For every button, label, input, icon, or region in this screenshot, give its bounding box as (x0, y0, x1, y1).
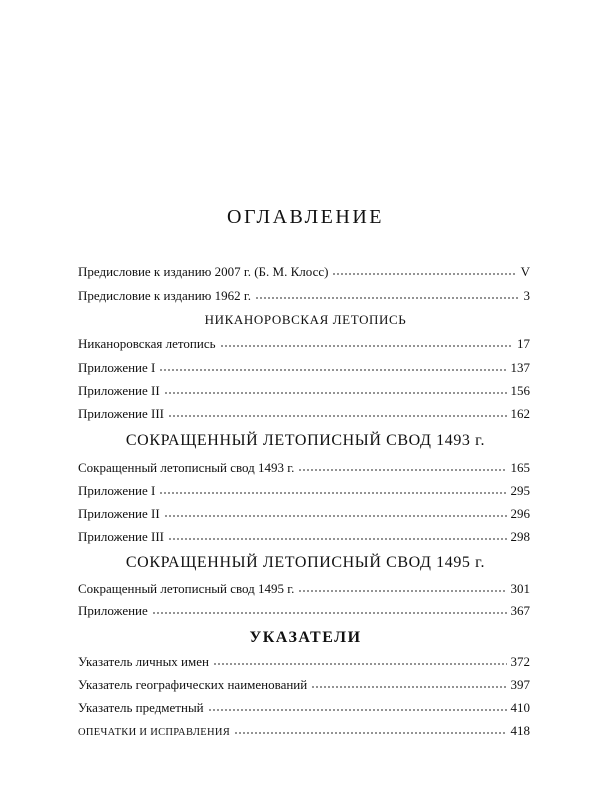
toc-entry (78, 359, 530, 377)
entry-label: Указатель личных имен (78, 654, 209, 669)
toc-entry (78, 459, 530, 477)
dot-leader (159, 368, 506, 372)
entry-label: Указатель предметный (78, 700, 204, 715)
entry-page: 397 (510, 677, 530, 692)
section-heading: СОКРАЩЕННЫЙ ЛЕТОПИСНЫЙ СВОД 1495 г. (125, 554, 486, 571)
dot-leader (168, 414, 506, 418)
entry-page: 3 (523, 288, 530, 303)
entry-label: Приложение II (78, 383, 160, 398)
entry-label: Приложение III (78, 406, 165, 421)
entry-label: Сокращенный летописный свод 1495 г. (78, 581, 295, 596)
entry-label: Никаноровская летопись (78, 336, 216, 351)
toc-entry (78, 528, 530, 546)
entry-page: V (520, 264, 530, 279)
toc-entry (78, 482, 530, 500)
dot-leader (152, 611, 507, 615)
toc-entry (78, 580, 530, 598)
entry-label: ОПЕЧАТКИ И ИСПРАВЛЕНИЯ (78, 727, 231, 738)
toc-entry (78, 382, 530, 400)
entry-page: 296 (510, 506, 530, 521)
entry-page: 410 (510, 700, 530, 715)
entry-page: 298 (510, 529, 530, 544)
dot-leader (168, 537, 506, 541)
dot-leader (208, 708, 507, 712)
toc-entry (78, 405, 530, 423)
dot-leader (234, 731, 506, 735)
dot-leader (220, 344, 513, 348)
entry-label: Приложение I (78, 483, 156, 498)
entry-label: Сокращенный летописный свод 1493 г. (78, 460, 295, 475)
entry-page: 372 (510, 654, 530, 669)
entry-page: 367 (510, 603, 530, 618)
page-title: ОГЛАВЛЕНИЕ (227, 206, 384, 228)
toc-entry (78, 676, 530, 694)
toc-entry (78, 263, 530, 281)
entry-label: Приложение (78, 603, 148, 618)
entry-label: Указатель географических наименований (78, 677, 308, 692)
dot-leader (332, 272, 516, 276)
dot-leader (298, 468, 506, 472)
toc-entry (78, 722, 530, 740)
entry-page: 17 (517, 336, 530, 351)
toc-entry (78, 287, 530, 305)
entry-page: 162 (510, 406, 530, 421)
toc-entry (78, 653, 530, 671)
toc-entry (78, 505, 530, 523)
entry-page: 165 (510, 460, 530, 475)
dot-leader (298, 589, 506, 593)
toc-entry (78, 699, 530, 717)
dot-leader (311, 685, 506, 689)
dot-leader (164, 514, 507, 518)
toc-entry (78, 602, 530, 620)
dot-leader (255, 296, 520, 300)
entry-page: 418 (510, 723, 530, 738)
toc-entry (78, 335, 530, 353)
dot-leader (159, 491, 506, 495)
entry-label: Предисловие к изданию 1962 г. (78, 288, 251, 303)
section-heading: НИКАНОРОВСКАЯ ЛЕТОПИСЬ (204, 312, 407, 327)
section-heading: СОКРАЩЕННЫЙ ЛЕТОПИСНЫЙ СВОД 1493 г. (125, 432, 486, 449)
dot-leader (213, 662, 507, 666)
entry-label: Приложение I (78, 360, 156, 375)
entry-page: 295 (510, 483, 530, 498)
entry-label: Приложение III (78, 529, 165, 544)
dot-leader (164, 391, 507, 395)
entry-page: 156 (510, 383, 530, 398)
entry-label: Предисловие к изданию 2007 г. (Б. М. Клосс) (78, 264, 329, 279)
section-heading: УКАЗАТЕЛИ (249, 629, 362, 646)
entry-label: Приложение II (78, 506, 160, 521)
entry-page: 301 (510, 581, 530, 596)
entry-page: 137 (510, 360, 530, 375)
